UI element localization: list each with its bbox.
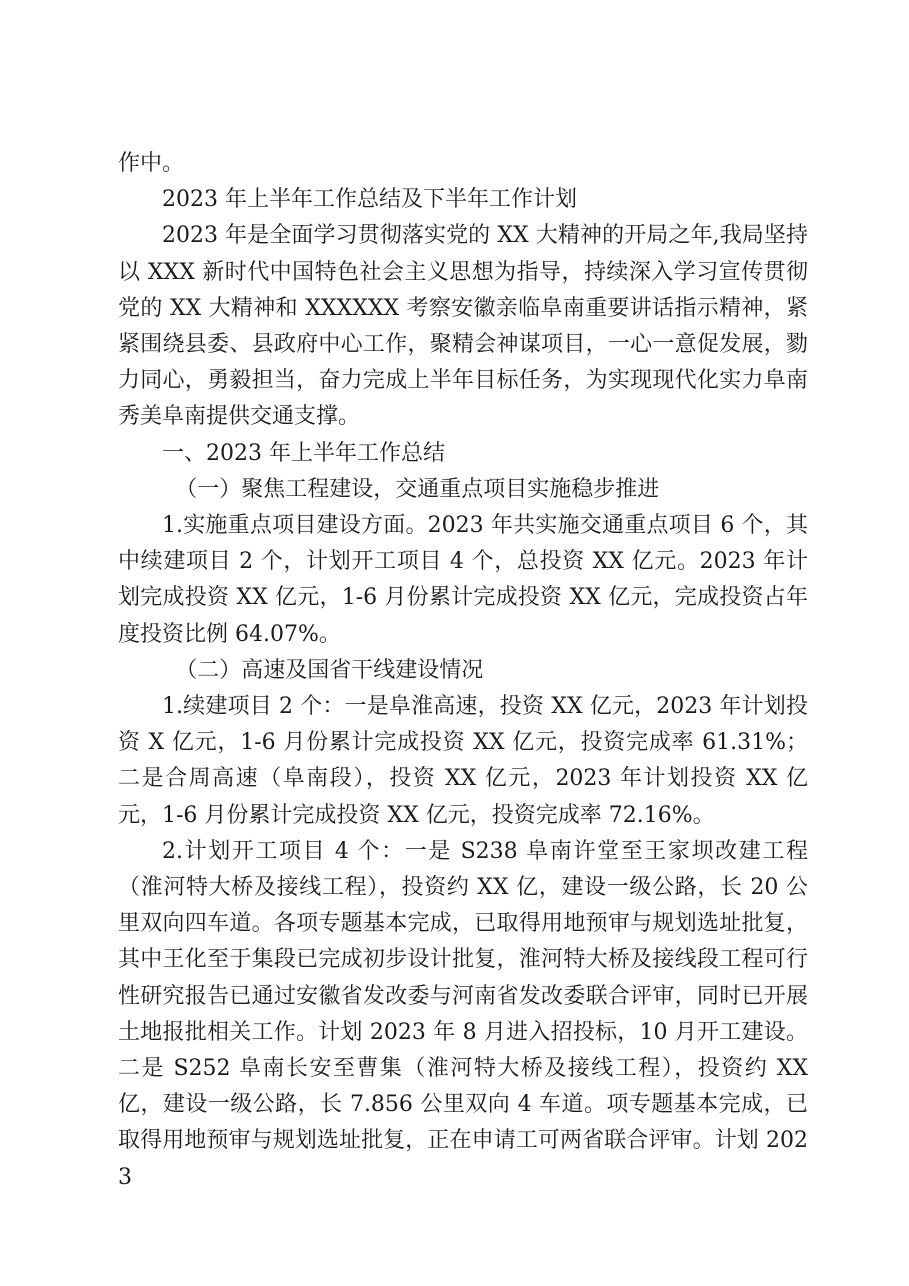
subsection-heading-1: （一）聚焦工程建设，交通重点项目实施稳步推进 <box>175 476 660 502</box>
document-title: 2023 年上半年工作总结及下半年工作计划 <box>162 187 577 213</box>
paragraph-continuation: 作中。 <box>118 151 185 176</box>
document-body <box>118 146 808 1196</box>
paragraph-continuing-projects: 1.续建项目 2 个：一是阜淮高速，投资 XX 亿元，2023 年计划投资 X 亿元，1-6 月份累计完成投资 XX 亿元，投资完成率 61.31%；二是合周高速（阜南段），投资 XX 亿元，2023 年计划投资 XX 亿元，1-6 月份累计完成投资 XX 亿元，投资完成率 72.16%。 <box>118 694 808 828</box>
paragraph-planned-projects: 2.计划开工项目 4 个：一是 S238 阜南许堂至王家坝改建工程（淮河特大桥及接线工程），投资约 XX 亿，建设一级公路，长 20 公里双向四车道。各项专题基本完成，已取得用地预审与规划选址批复，其中王化至于集段已完成初步设计批复，淮河特大桥及接线段工程可行性研究报告已通过安徽省发改委与河南省发改委联合评审，同时已开展土地报批相关工作。计划 2023 年 8 月进入招投标，10 月开工建设。二是 S252 阜南长安至曹集（淮河特大桥及接线工程），投资约 XX 亿，建设一级公路，长 7.856 公里双向 4 车道。项专题基本完成，已取得用地预审与规划选址批复，正在申请工可两省联合评审。计划 2023 <box>118 838 808 1190</box>
paragraph-key-projects: 1.实施重点项目建设方面。2023 年共实施交通重点项目 6 个，其中续建项目 2 个，计划开工项目 4 个，总投资 XX 亿元。2023 年计划完成投资 XX 亿元，1-6 月份累计完成投资 XX 亿元，完成投资占年度投资比例 64.07%。 <box>118 513 808 647</box>
section-heading-1: 一、2023 年上半年工作总结 <box>162 440 445 466</box>
subsection-heading-2: （二）高速及国省干线建设情况 <box>175 657 484 683</box>
paragraph-intro: 2023 年是全面学习贯彻落实党的 XX 大精神的开局之年,我局坚持以 XXX 新时代中国特色社会主义思想为指导，持续深入学习宣传贯彻党的 XX 大精神和 XXXXXX 考察安徽亲临阜南重要讲话指示精神，紧紧围绕县委、县政府中心工作，聚精会神谋项目，一心一意促发展，勠力同心，勇毅担当，奋力完成上半年目标任务，为实现现代化实力阜南秀美阜南提供交通支撑。 <box>118 223 808 430</box>
